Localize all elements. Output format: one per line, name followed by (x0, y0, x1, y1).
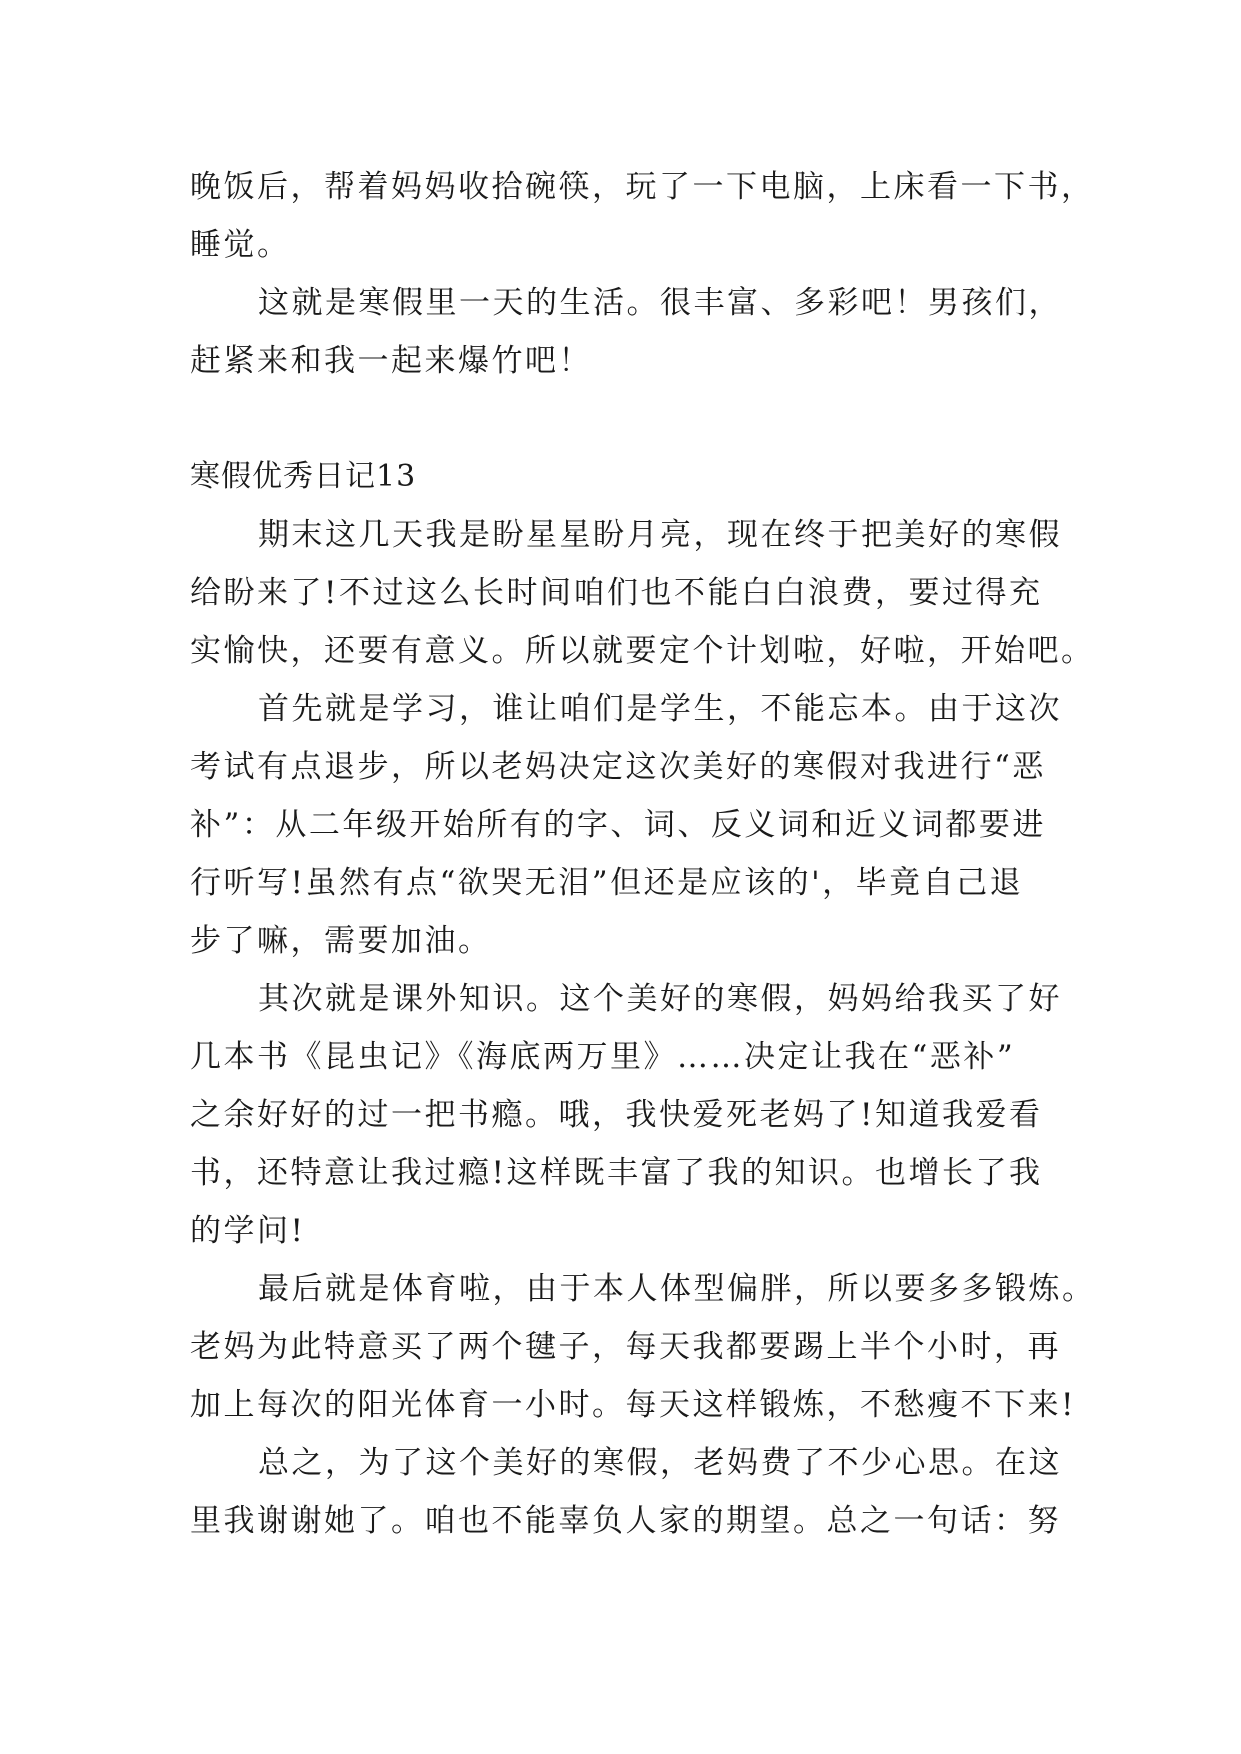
paragraph-line: 书，还特意让我过瘾!这样既丰富了我的知识。也增长了我 (190, 1155, 1043, 1191)
paragraph-line: 几本书《昆虫记》《海底两万里》……决定让我在“恶补” (190, 1039, 1016, 1075)
paragraph-line: 考试有点退步，所以老妈决定这次美好的寒假对我进行“恶 (190, 749, 1046, 785)
paragraph-line: 加上每次的阳光体育一小时。每天这样锻炼，不愁瘦不下来! (190, 1387, 1076, 1423)
paragraph-line: 最后就是体育啦，由于本人体型偏胖，所以要多多锻炼。 (258, 1271, 1096, 1307)
paragraph-line: 之余好好的过一把书瘾。哦，我快爱死老妈了!知道我爱看 (190, 1097, 1043, 1133)
paragraph-line: 里我谢谢她了。咱也不能辜负人家的期望。总之一句话：努 (190, 1503, 1061, 1539)
paragraph (190, 1260, 1096, 1434)
paragraph (190, 158, 1095, 274)
paragraph-line: 给盼来了!不过这么长时间咱们也不能白白浪费，要过得充 (190, 575, 1043, 611)
paragraph (190, 1434, 1060, 1550)
paragraph-line: 补”：从二年级开始所有的字、词、反义词和近义词都要进 (190, 807, 1046, 843)
paragraph-line: 赶紧来和我一起来爆竹吧！ (190, 343, 592, 379)
paragraph-line: 步了嘛，需要加油。 (190, 923, 492, 959)
paragraph (190, 970, 1060, 1260)
title-text: 寒假优秀日记13 (190, 459, 417, 494)
paragraph (190, 274, 1060, 390)
paragraph-line: 实愉快，还要有意义。所以就要定个计划啦，好啦，开始吧。 (190, 633, 1095, 669)
section-title (190, 448, 1060, 506)
paragraph-line: 晚饭后，帮着妈妈收拾碗筷，玩了一下电脑，上床看一下书， (190, 169, 1095, 205)
paragraph (190, 506, 1095, 680)
paragraph (190, 680, 1060, 970)
paragraph-line: 老妈为此特意买了两个毽子，每天我都要踢上半个小时，再 (190, 1329, 1061, 1365)
paragraph-line: 期末这几天我是盼星星盼月亮，现在终于把美好的寒假 (258, 517, 1062, 553)
paragraph-line: 其次就是课外知识。这个美好的寒假，妈妈给我买了好 (258, 981, 1062, 1017)
paragraph-line: 行听写!虽然有点“欲哭无泪”但还是应该的'，毕竟自己退 (190, 865, 1024, 901)
paragraph-spacer (190, 390, 1060, 448)
paragraph-line: 总之，为了这个美好的寒假，老妈费了不少心思。在这 (258, 1445, 1062, 1481)
paragraph-line: 这就是寒假里一天的生活。很丰富、多彩吧！男孩们， (258, 285, 1062, 321)
paragraph-line: 的学问! (190, 1213, 306, 1249)
paragraph-line: 睡觉。 (190, 227, 291, 263)
paragraph-line: 首先就是学习，谁让咱们是学生，不能忘本。由于这次 (258, 691, 1062, 727)
document-body (190, 158, 1096, 1550)
